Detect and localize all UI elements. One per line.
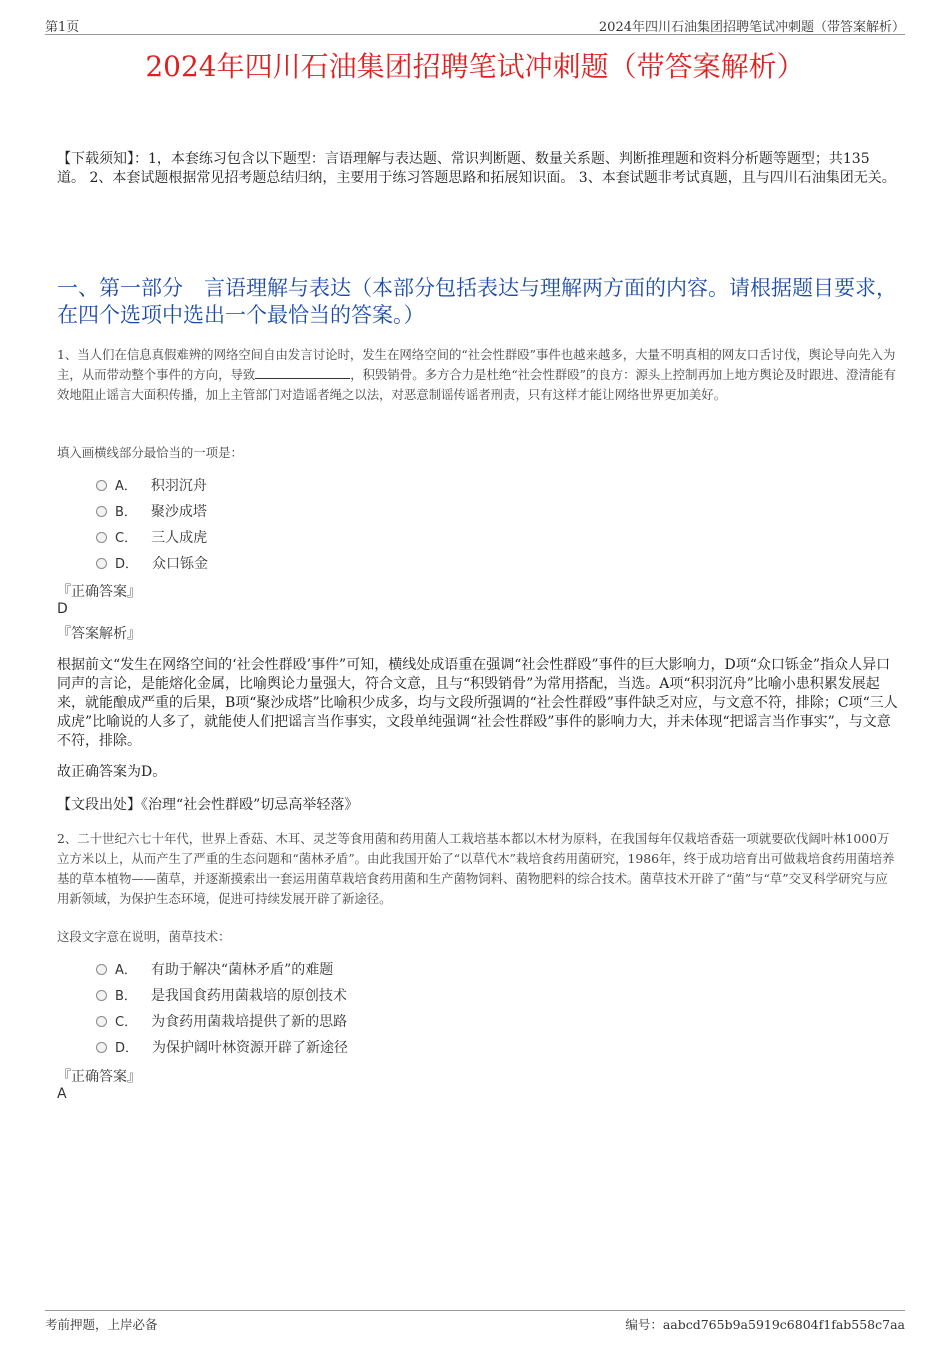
- correct-answer-value: A: [57, 1086, 67, 1102]
- source-citation: 【文段出处】《治理“社会性群殴”切忌高举轻落》: [57, 797, 359, 813]
- radio-icon[interactable]: [96, 532, 107, 543]
- correct-answer-label: 『正确答案』: [57, 1069, 141, 1085]
- question-2-option-b[interactable]: B． 是我国食药用菌栽培的原创技术: [96, 986, 347, 1006]
- section-heading: 一、第一部分 言语理解与表达（本部分包括表达与理解两方面的内容。请根据题目要求，在四个选项中选出一个最恰当的答案。）: [57, 276, 897, 327]
- question-2-prompt: 这段文字意在说明，菌草技术：: [57, 929, 231, 944]
- question-2-option-c[interactable]: C． 为食药用菌栽培提供了新的思路: [96, 1012, 347, 1032]
- footer-slogan: 考前押题，上岸必备: [45, 1317, 158, 1332]
- page-footer: [45, 1310, 905, 1331]
- radio-icon[interactable]: [96, 1016, 107, 1027]
- question-1-text-before: 1、当人们在信息真假难辨的网络空间自由发言讨论时，发生在网络空间的“社会性群殴”事件也越来越多，大量不明真相的网友口舌讨伐，舆论导向先入为主，从而带动整个事件的方向，导致: [57, 347, 896, 382]
- question-1-text: [57, 345, 897, 405]
- header-doc-title: 2024年四川石油集团招聘笔试冲刺题（带答案解析）: [598, 20, 905, 35]
- question-1-text-after: ，积毁销骨。多方合力是杜绝“社会性群殴”的良方：源头上控制再加上地方舆论及时跟进、澄清能有效地阻止谣言大面积传播，加上主管部门对造谣者绳之以法，对恶意制谣传谣者刑责，只有这样才能让网络世界更加美好。: [57, 367, 896, 402]
- question-1-option-b[interactable]: B． 聚沙成塔: [96, 502, 207, 522]
- radio-icon[interactable]: [96, 558, 107, 569]
- question-2-text: 2、二十世纪六七十年代，世界上香菇、木耳、灵芝等食用菌和药用菌人工栽培基本都以木材为原料，在我国每年仅栽培香菇一项就要砍伐阔叶林1000万立方米以上，从而产生了严重的生态问题和“菌林矛盾”。由此我国开始了“以草代木”栽培食药用菌研究，1986年，终于成功培育出可做栽培食药用菌培养基的草本植物——菌草，并逐渐摸索出一套运用菌草栽培食药用菌和生产菌物饲料、菌物肥料的综合技术。菌草技术开辟了“菌”与“草”交叉科学研究与应用新领域，为保护生态环境，促进可持续发展开辟了新途径。: [57, 831, 895, 906]
- answer-conclusion: 故正确答案为D。: [57, 764, 167, 780]
- question-1-option-a[interactable]: A． 积羽沉舟: [96, 476, 207, 496]
- page-title: 2024年四川石油集团招聘笔试冲刺题（带答案解析）: [145, 50, 805, 83]
- radio-icon[interactable]: [96, 480, 107, 491]
- question-1-prompt: 填入画横线部分最恰当的一项是：: [57, 445, 243, 460]
- page-header: [45, 14, 905, 35]
- radio-icon[interactable]: [96, 506, 107, 517]
- correct-answer-label: 『正确答案』: [57, 584, 141, 600]
- answer-blank: [255, 366, 350, 379]
- radio-icon[interactable]: [96, 1042, 107, 1053]
- radio-icon[interactable]: [96, 964, 107, 975]
- page-number: 第1页: [45, 20, 80, 35]
- radio-icon[interactable]: [96, 990, 107, 1001]
- question-2-option-d[interactable]: D． 为保护阔叶林资源开辟了新途径: [96, 1038, 348, 1058]
- footer-doc-id: 编号：aabcd765b9a5919c6804f1fab558c7aa: [625, 1317, 905, 1332]
- correct-answer-value: D: [57, 601, 68, 617]
- question-2-option-a[interactable]: A． 有助于解决“菌林矛盾”的难题: [96, 960, 333, 980]
- question-1-option-d[interactable]: D． 众口铄金: [96, 554, 208, 574]
- download-notice: 【下载须知】：1，本套练习包含以下题型：言语理解与表达题、常识判断题、数量关系题、判断推理题和资料分析题等题型；共135道。 2、本套试题根据常见招考题总结归纳，主要用于练习答题思路和拓展知识面。 3、本套试题非考试真题，且与四川石油集团无关。: [57, 151, 896, 186]
- question-1-option-c[interactable]: C． 三人成虎: [96, 528, 207, 548]
- answer-analysis: 根据前文“发生在网络空间的‘社会性群殴’事件”可知，横线处成语重在强调“社会性群殴”事件的巨大影响力，D项“众口铄金”指众人异口同声的言论，是能熔化金属，比喻舆论力量强大，符合文意，且与“积毁销骨”为常用搭配，当选。A项“积羽沉舟”比喻小患积累发展起来，就能酿成严重的后果，B项“聚沙成塔”比喻积少成多，均与文段所强调的“社会性群殴”事件缺乏对应，与文意不符，排除；C项“三人成虎”比喻说的人多了，就能使人们把谣言当作事实，文段单纯强调“社会性群殴”事件的影响力大，并未体现“把谣言当作事实”，与文意不符，排除。: [57, 657, 898, 749]
- analysis-label: 『答案解析』: [57, 626, 141, 642]
